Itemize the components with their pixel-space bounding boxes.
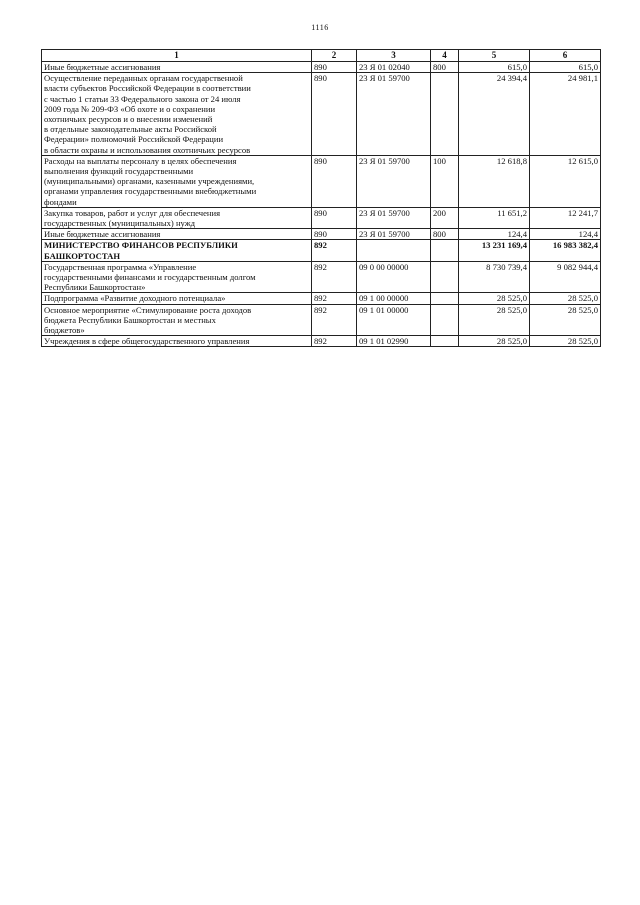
budget-table (41, 49, 601, 347)
row-csr-cell: 09 1 01 02990 (357, 336, 431, 347)
row-amount-2025-cell: 124,4 (530, 229, 601, 240)
row-vr-cell: 800 (431, 62, 459, 73)
row-amount-2025-cell: 615,0 (530, 62, 601, 73)
row-amount-2024-cell: 8 730 739,4 (459, 261, 530, 293)
row-csr-cell: 09 1 01 00000 (357, 304, 431, 336)
row-amount-2025-cell: 9 082 944,4 (530, 261, 601, 293)
table-row (42, 240, 601, 261)
row-name-cell: МИНИСТЕРСТВО ФИНАНСОВ РЕСПУБЛИКИ БАШКОРТОСТАН (42, 240, 312, 261)
row-amount-2025-cell: 24 981,1 (530, 73, 601, 156)
row-grbs-cell: 890 (312, 62, 357, 73)
column-header: 6 (530, 50, 601, 62)
row-amount-2024-cell: 124,4 (459, 229, 530, 240)
column-header: 5 (459, 50, 530, 62)
row-vr-cell: 200 (431, 207, 459, 228)
row-name-cell: Подпрограмма «Развитие доходного потенциала» (42, 293, 312, 304)
row-name-cell: Государственная программа «Управление государственными финансами и государственным долгом Республики Башкортостан» (42, 261, 312, 293)
row-grbs-cell: 892 (312, 336, 357, 347)
column-header: 2 (312, 50, 357, 62)
row-csr-cell: 09 1 00 00000 (357, 293, 431, 304)
table-row (42, 207, 601, 228)
row-amount-2025-cell: 16 983 382,4 (530, 240, 601, 261)
row-name-cell: Основное мероприятие «Стимулирование роста доходов бюджета Республики Башкортостан и местных бюджетов» (42, 304, 312, 336)
row-name-cell: Закупка товаров, работ и услуг для обеспечения государственных (муниципальных) нужд (42, 207, 312, 228)
row-vr-cell (431, 261, 459, 293)
row-vr-cell (431, 336, 459, 347)
row-vr-cell (431, 293, 459, 304)
row-amount-2025-cell: 28 525,0 (530, 293, 601, 304)
page-number: 1116 (311, 23, 329, 32)
table-row (42, 293, 601, 304)
row-grbs-cell: 890 (312, 229, 357, 240)
table-row (42, 261, 601, 293)
row-amount-2024-cell: 24 394,4 (459, 73, 530, 156)
row-vr-cell: 800 (431, 229, 459, 240)
table-row (42, 336, 601, 347)
row-grbs-cell: 890 (312, 207, 357, 228)
row-grbs-cell: 892 (312, 293, 357, 304)
row-csr-cell: 23 Я 01 59700 (357, 73, 431, 156)
row-name-cell: Осуществление переданных органам государственной власти субъектов Российской Федерации в соответствии с частью 1 статьи 33 Федерального закона от 24 июля 2009 года № 209-ФЗ «Об охоте и о сохранении охотничьих ресурсов и о внесении изменений в отдельные законодательные акты Российской Федерации» полномочий Российской Федерации в области охраны и использования охотничьих ресурсов (42, 73, 312, 156)
row-amount-2025-cell: 28 525,0 (530, 304, 601, 336)
table-row (42, 62, 601, 73)
row-grbs-cell: 892 (312, 304, 357, 336)
row-csr-cell: 09 0 00 00000 (357, 261, 431, 293)
row-amount-2025-cell: 12 241,7 (530, 207, 601, 228)
row-amount-2024-cell: 28 525,0 (459, 304, 530, 336)
table-row (42, 229, 601, 240)
row-amount-2024-cell: 12 618,8 (459, 155, 530, 207)
table-row (42, 73, 601, 156)
table-row (42, 304, 601, 336)
row-vr-cell (431, 304, 459, 336)
row-vr-cell: 100 (431, 155, 459, 207)
row-amount-2024-cell: 13 231 169,4 (459, 240, 530, 261)
row-csr-cell: 23 Я 01 02040 (357, 62, 431, 73)
row-vr-cell (431, 73, 459, 156)
table-body (42, 62, 601, 347)
row-csr-cell: 23 Я 01 59700 (357, 207, 431, 228)
row-amount-2025-cell: 28 525,0 (530, 336, 601, 347)
row-amount-2024-cell: 28 525,0 (459, 293, 530, 304)
row-amount-2024-cell: 28 525,0 (459, 336, 530, 347)
row-name-cell: Иные бюджетные ассигнования (42, 229, 312, 240)
row-csr-cell: 23 Я 01 59700 (357, 229, 431, 240)
row-grbs-cell: 892 (312, 240, 357, 261)
row-amount-2025-cell: 12 615,0 (530, 155, 601, 207)
row-vr-cell (431, 240, 459, 261)
row-name-cell: Расходы на выплаты персоналу в целях обеспечения выполнения функций государственными (муниципальными) органами, казенными учреждениями, органами управления государственными внебюджетными фондами (42, 155, 312, 207)
column-header: 3 (357, 50, 431, 62)
row-grbs-cell: 892 (312, 261, 357, 293)
column-header: 4 (431, 50, 459, 62)
row-amount-2024-cell: 11 651,2 (459, 207, 530, 228)
table-row (42, 155, 601, 207)
row-grbs-cell: 890 (312, 73, 357, 156)
row-csr-cell (357, 240, 431, 261)
row-amount-2024-cell: 615,0 (459, 62, 530, 73)
column-header: 1 (42, 50, 312, 62)
row-csr-cell: 23 Я 01 59700 (357, 155, 431, 207)
row-name-cell: Учреждения в сфере общегосударственного управления (42, 336, 312, 347)
table-header-row (42, 50, 601, 62)
row-name-cell: Иные бюджетные ассигнования (42, 62, 312, 73)
row-grbs-cell: 890 (312, 155, 357, 207)
